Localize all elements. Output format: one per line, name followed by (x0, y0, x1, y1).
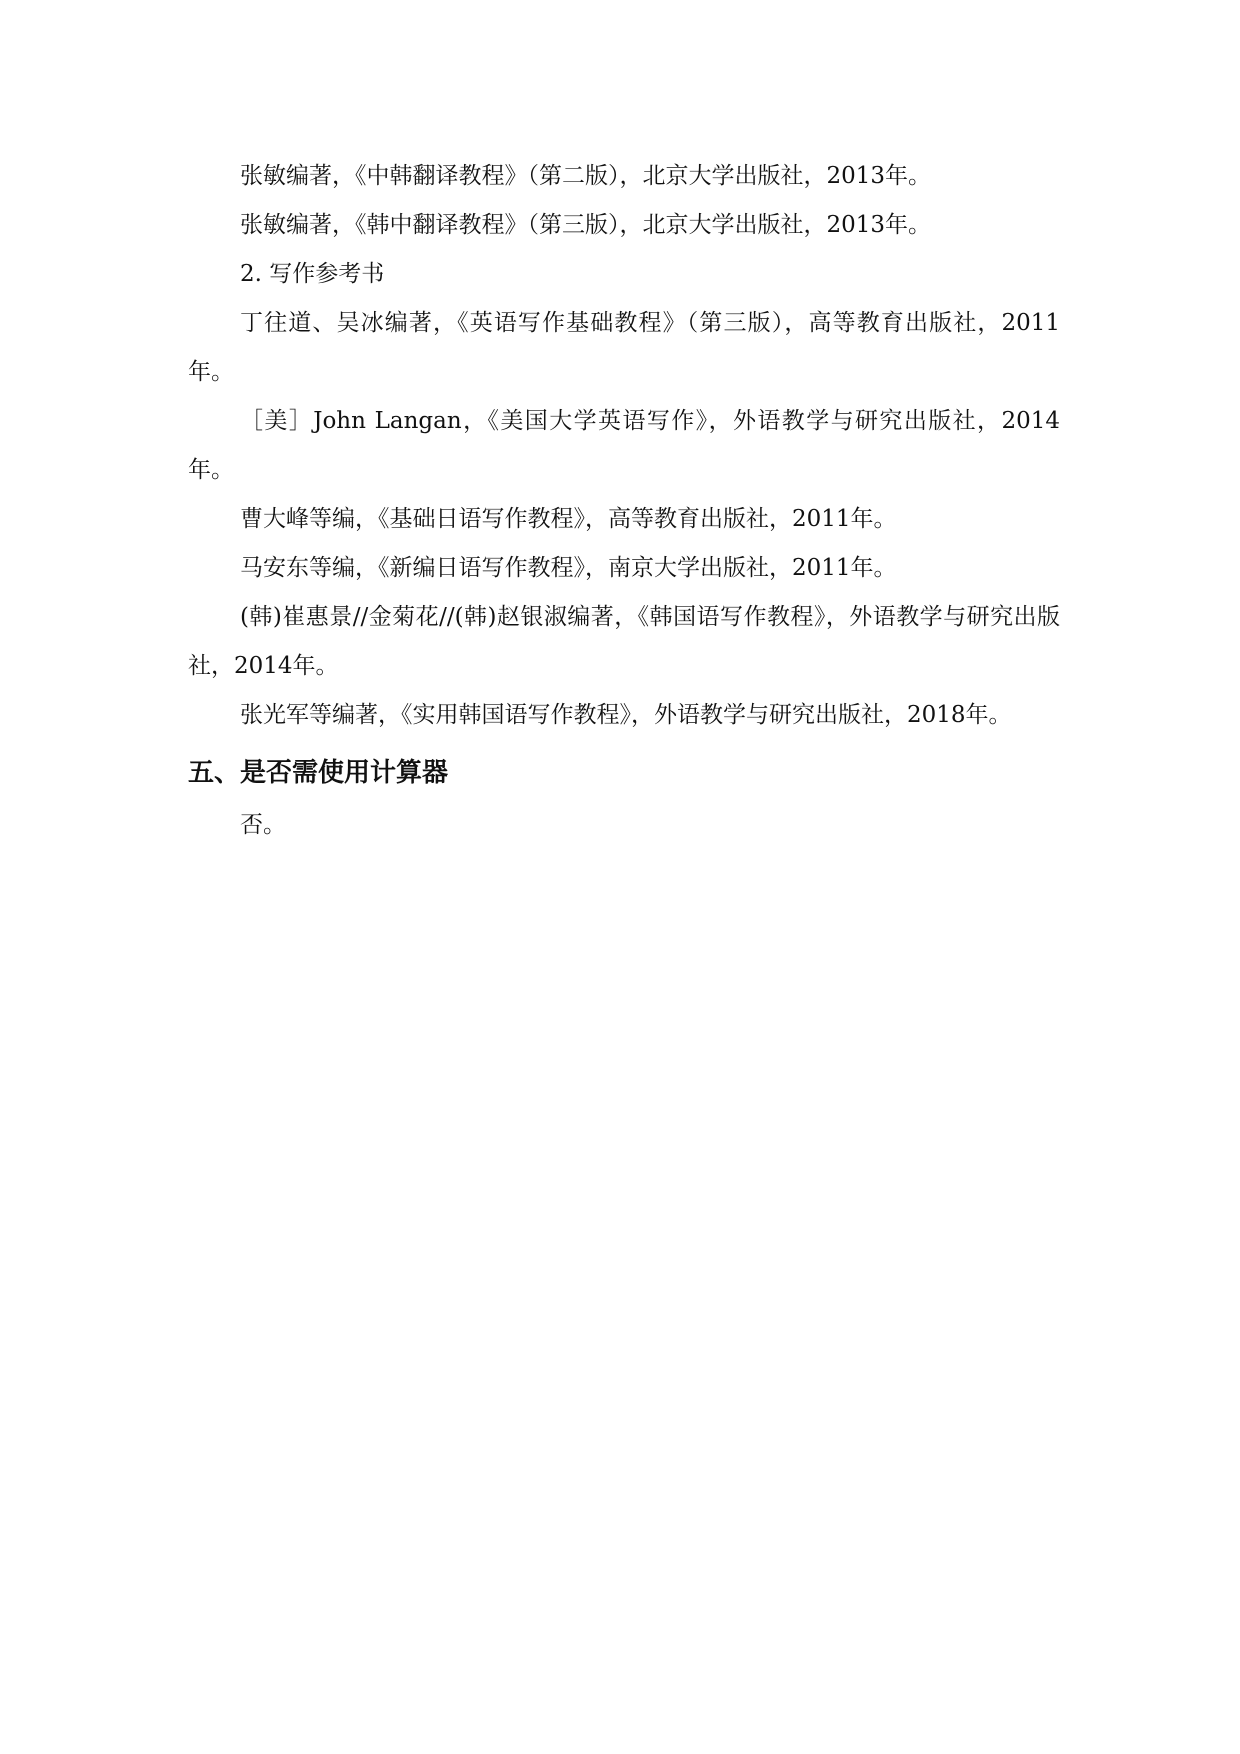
reference-item: (韩)崔惠景//金菊花//(韩)赵银淑编著，《韩国语写作教程》，外语教学与研究出版社，2014年。 (188, 604, 1060, 679)
subsection-title: 2. 写作参考书 (240, 261, 385, 287)
reference-item: 曹大峰等编，《基础日语写作教程》，高等教育出版社，2011年。 (240, 506, 897, 532)
reference-item: 张光军等编著，《实用韩国语写作教程》，外语教学与研究出版社，2018年。 (240, 702, 1012, 728)
reference-item: 张敏编著，《中韩翻译教程》（第二版），北京大学出版社，2013年。 (240, 163, 932, 189)
page-content (188, 152, 1060, 848)
reference-item: 马安东等编，《新编日语写作教程》，南京大学出版社，2011年。 (240, 555, 897, 581)
reference-item: ［美］John Langan，《美国大学英语写作》，外语教学与研究出版社，2014年。 (188, 408, 1060, 483)
section-heading: 五、是否需使用计算器 (188, 758, 449, 788)
section-answer: 否。 (240, 812, 286, 838)
reference-item: 张敏编著，《韩中翻译教程》（第三版），北京大学出版社，2013年。 (240, 212, 932, 238)
reference-item: 丁往道、吴冰编著，《英语写作基础教程》（第三版），高等教育出版社，2011年。 (188, 310, 1060, 385)
